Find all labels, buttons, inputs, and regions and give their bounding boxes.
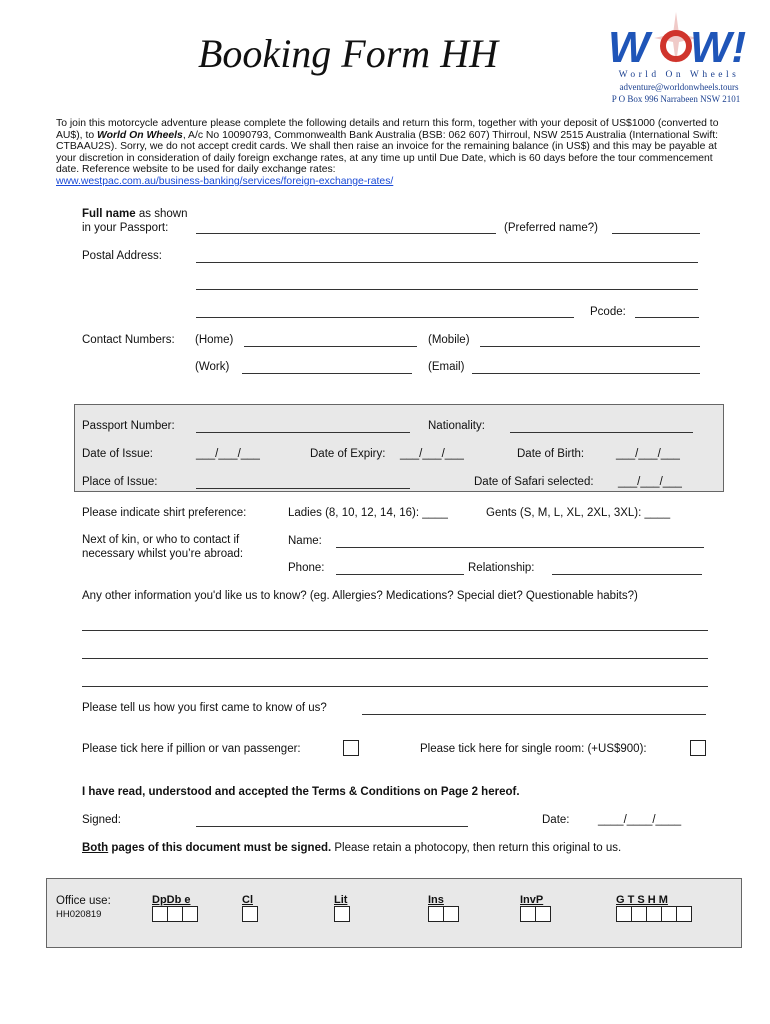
nationality-input[interactable] [510,432,693,433]
logo-address: P O Box 996 Narrabeen NSW 2101 [611,94,741,104]
email-input[interactable] [472,373,700,374]
date-of-expiry-input[interactable]: ___/___/___ [400,448,464,460]
passport-number-input[interactable] [196,432,410,433]
other-info-input-1[interactable] [82,630,708,631]
safari-date-label: Date of Safari selected: [474,476,594,488]
office-box[interactable] [631,906,647,922]
office-box[interactable] [535,906,551,922]
shirt-ladies[interactable]: Ladies (8, 10, 12, 14, 16): ____ [288,507,448,519]
terms-statement: I have read, understood and accepted the Terms & Conditions on Page 2 hereof. [82,786,520,798]
company-name: World On Wheels [97,129,183,141]
postal-label: Postal Address: [82,250,162,262]
preferred-label: (Preferred name?) [504,222,598,234]
office-col-label: Lit [334,894,348,906]
office-box[interactable] [616,906,632,922]
work-label: (Work) [195,361,230,373]
logo-graphic [600,12,750,72]
office-col-cl [242,894,257,922]
office-col-dpdb [152,894,197,922]
office-box[interactable] [646,906,662,922]
shirt-gents[interactable]: Gents (S, M, L, XL, 2XL, 3XL): ____ [486,507,671,519]
postal-input-2[interactable] [196,289,698,290]
passport-number-label: Passport Number: [82,420,175,432]
preferred-input[interactable] [612,233,700,234]
svg-text:W!: W! [690,23,747,72]
place-of-issue-input[interactable] [196,488,410,489]
shirt-label: Please indicate shirt preference: [82,507,247,519]
office-box[interactable] [443,906,459,922]
office-use-label: Office use: [56,895,111,907]
fullname-bold: Full name [82,208,136,220]
pcode-label: Pcode: [590,306,626,318]
safari-date-input[interactable]: ___/___/___ [618,476,682,488]
fullname-input[interactable] [196,233,496,234]
signature-input[interactable] [196,826,468,827]
office-box[interactable] [152,906,168,922]
svg-text:W: W [608,23,650,72]
wow-logo [600,12,750,72]
office-col-label: G T S H M [616,894,668,906]
nationality-label: Nationality: [428,420,485,432]
how-known-input[interactable] [362,714,706,715]
kin-phone-input[interactable] [336,574,464,575]
office-box[interactable] [167,906,183,922]
mobile-label: (Mobile) [428,334,470,346]
office-code: HH020819 [56,909,102,920]
pcode-input[interactable] [635,317,699,318]
page-title: Booking Form HH [198,31,498,76]
postal-input-3[interactable] [196,317,574,318]
date-of-birth-label: Date of Birth: [517,448,585,460]
office-box[interactable] [334,906,350,922]
signed-label: Signed: [82,814,122,826]
kin-name-label: Name: [288,535,322,547]
office-col-invp [520,894,550,922]
kin-name-input[interactable] [336,547,704,548]
intro-text-1: To join this motorcycle adventure please complete the following details and return this form, together with your deposit of US$1000 (converted to AU$), to [56,118,719,141]
postal-input-1[interactable] [196,262,698,263]
both-word: Both [82,842,109,854]
fullname-rest: as shown [135,208,188,220]
date-of-birth-input[interactable]: ___/___/___ [616,448,680,460]
exchange-rate-link[interactable]: www.westpac.com.au/business-banking/services/foreign-exchange-rates/ [56,175,394,187]
other-info-input-2[interactable] [82,658,708,659]
work-input[interactable] [242,373,412,374]
other-info-label: Any other information you'd like us to know? (eg. Allergies? Medications? Special diet? Questionable habits?) [82,590,638,602]
kin-label-2: necessary whilst you’re abroad: [82,548,244,560]
office-col-ins [428,894,458,922]
office-col-label: Ins [428,894,444,906]
office-box[interactable] [428,906,444,922]
date-label: Date: [542,814,570,826]
both-rest-bold: pages of this document must be signed. [108,842,332,854]
pillion-checkbox[interactable] [343,740,359,756]
home-input[interactable] [244,346,417,347]
logo-name: World On Wheels [618,70,740,80]
office-box[interactable] [520,906,536,922]
fullname-label [82,208,187,220]
office-box[interactable] [182,906,198,922]
office-col-gtshm [616,894,691,922]
office-col-label: DpDb e [152,894,191,906]
pillion-label: Please tick here if pillion or van passenger: [82,743,301,755]
both-rest: Please retain a photocopy, then return this original to us. [331,842,622,854]
office-box[interactable] [676,906,692,922]
kin-relationship-label: Relationship: [468,562,535,574]
logo-email: adventure@worldonwheels.tours [619,82,739,92]
mobile-input[interactable] [480,346,700,347]
office-col-lit [334,894,349,922]
kin-relationship-input[interactable] [552,574,702,575]
date-of-issue-input[interactable]: ___/___/___ [196,448,260,460]
single-room-checkbox[interactable] [690,740,706,756]
how-known-label: Please tell us how you first came to know of us? [82,702,327,714]
contact-label: Contact Numbers: [82,334,175,346]
office-box[interactable] [242,906,258,922]
kin-phone-label: Phone: [288,562,325,574]
kin-label-1: Next of kin, or who to contact if [82,534,240,546]
office-col-label: Cl [242,894,253,906]
office-box[interactable] [661,906,677,922]
date-of-expiry-label: Date of Expiry: [310,448,386,460]
single-room-label: Please tick here for single room: (+US$900): [420,743,647,755]
other-info-input-3[interactable] [82,686,708,687]
office-col-label: InvP [520,894,544,906]
date-input[interactable]: ____/____/____ [598,814,682,826]
both-pages-notice [82,842,621,854]
home-label: (Home) [195,334,234,346]
passport-line2: in your Passport: [82,222,169,234]
intro-paragraph [56,118,734,188]
intro-text-2: , A/c No 10090793, Commonwealth Bank Australia (BSB: 062 607) Thirroul, NSW 2515 Australia (International Swift: CTBAAU2S). Sorry, we do not accept credit cards. We shall then raise an invoice for the remaining balance (in US$) and this may be payable at your discretion in consideration of daily foreign exchange rates, at any time up until Due Date, which is 60 days before the tour commencement date. Reference website to be used for daily exchange rates: [56,129,719,176]
place-of-issue-label: Place of Issue: [82,476,158,488]
email-label: (Email) [428,361,465,373]
date-of-issue-label: Date of Issue: [82,448,153,460]
